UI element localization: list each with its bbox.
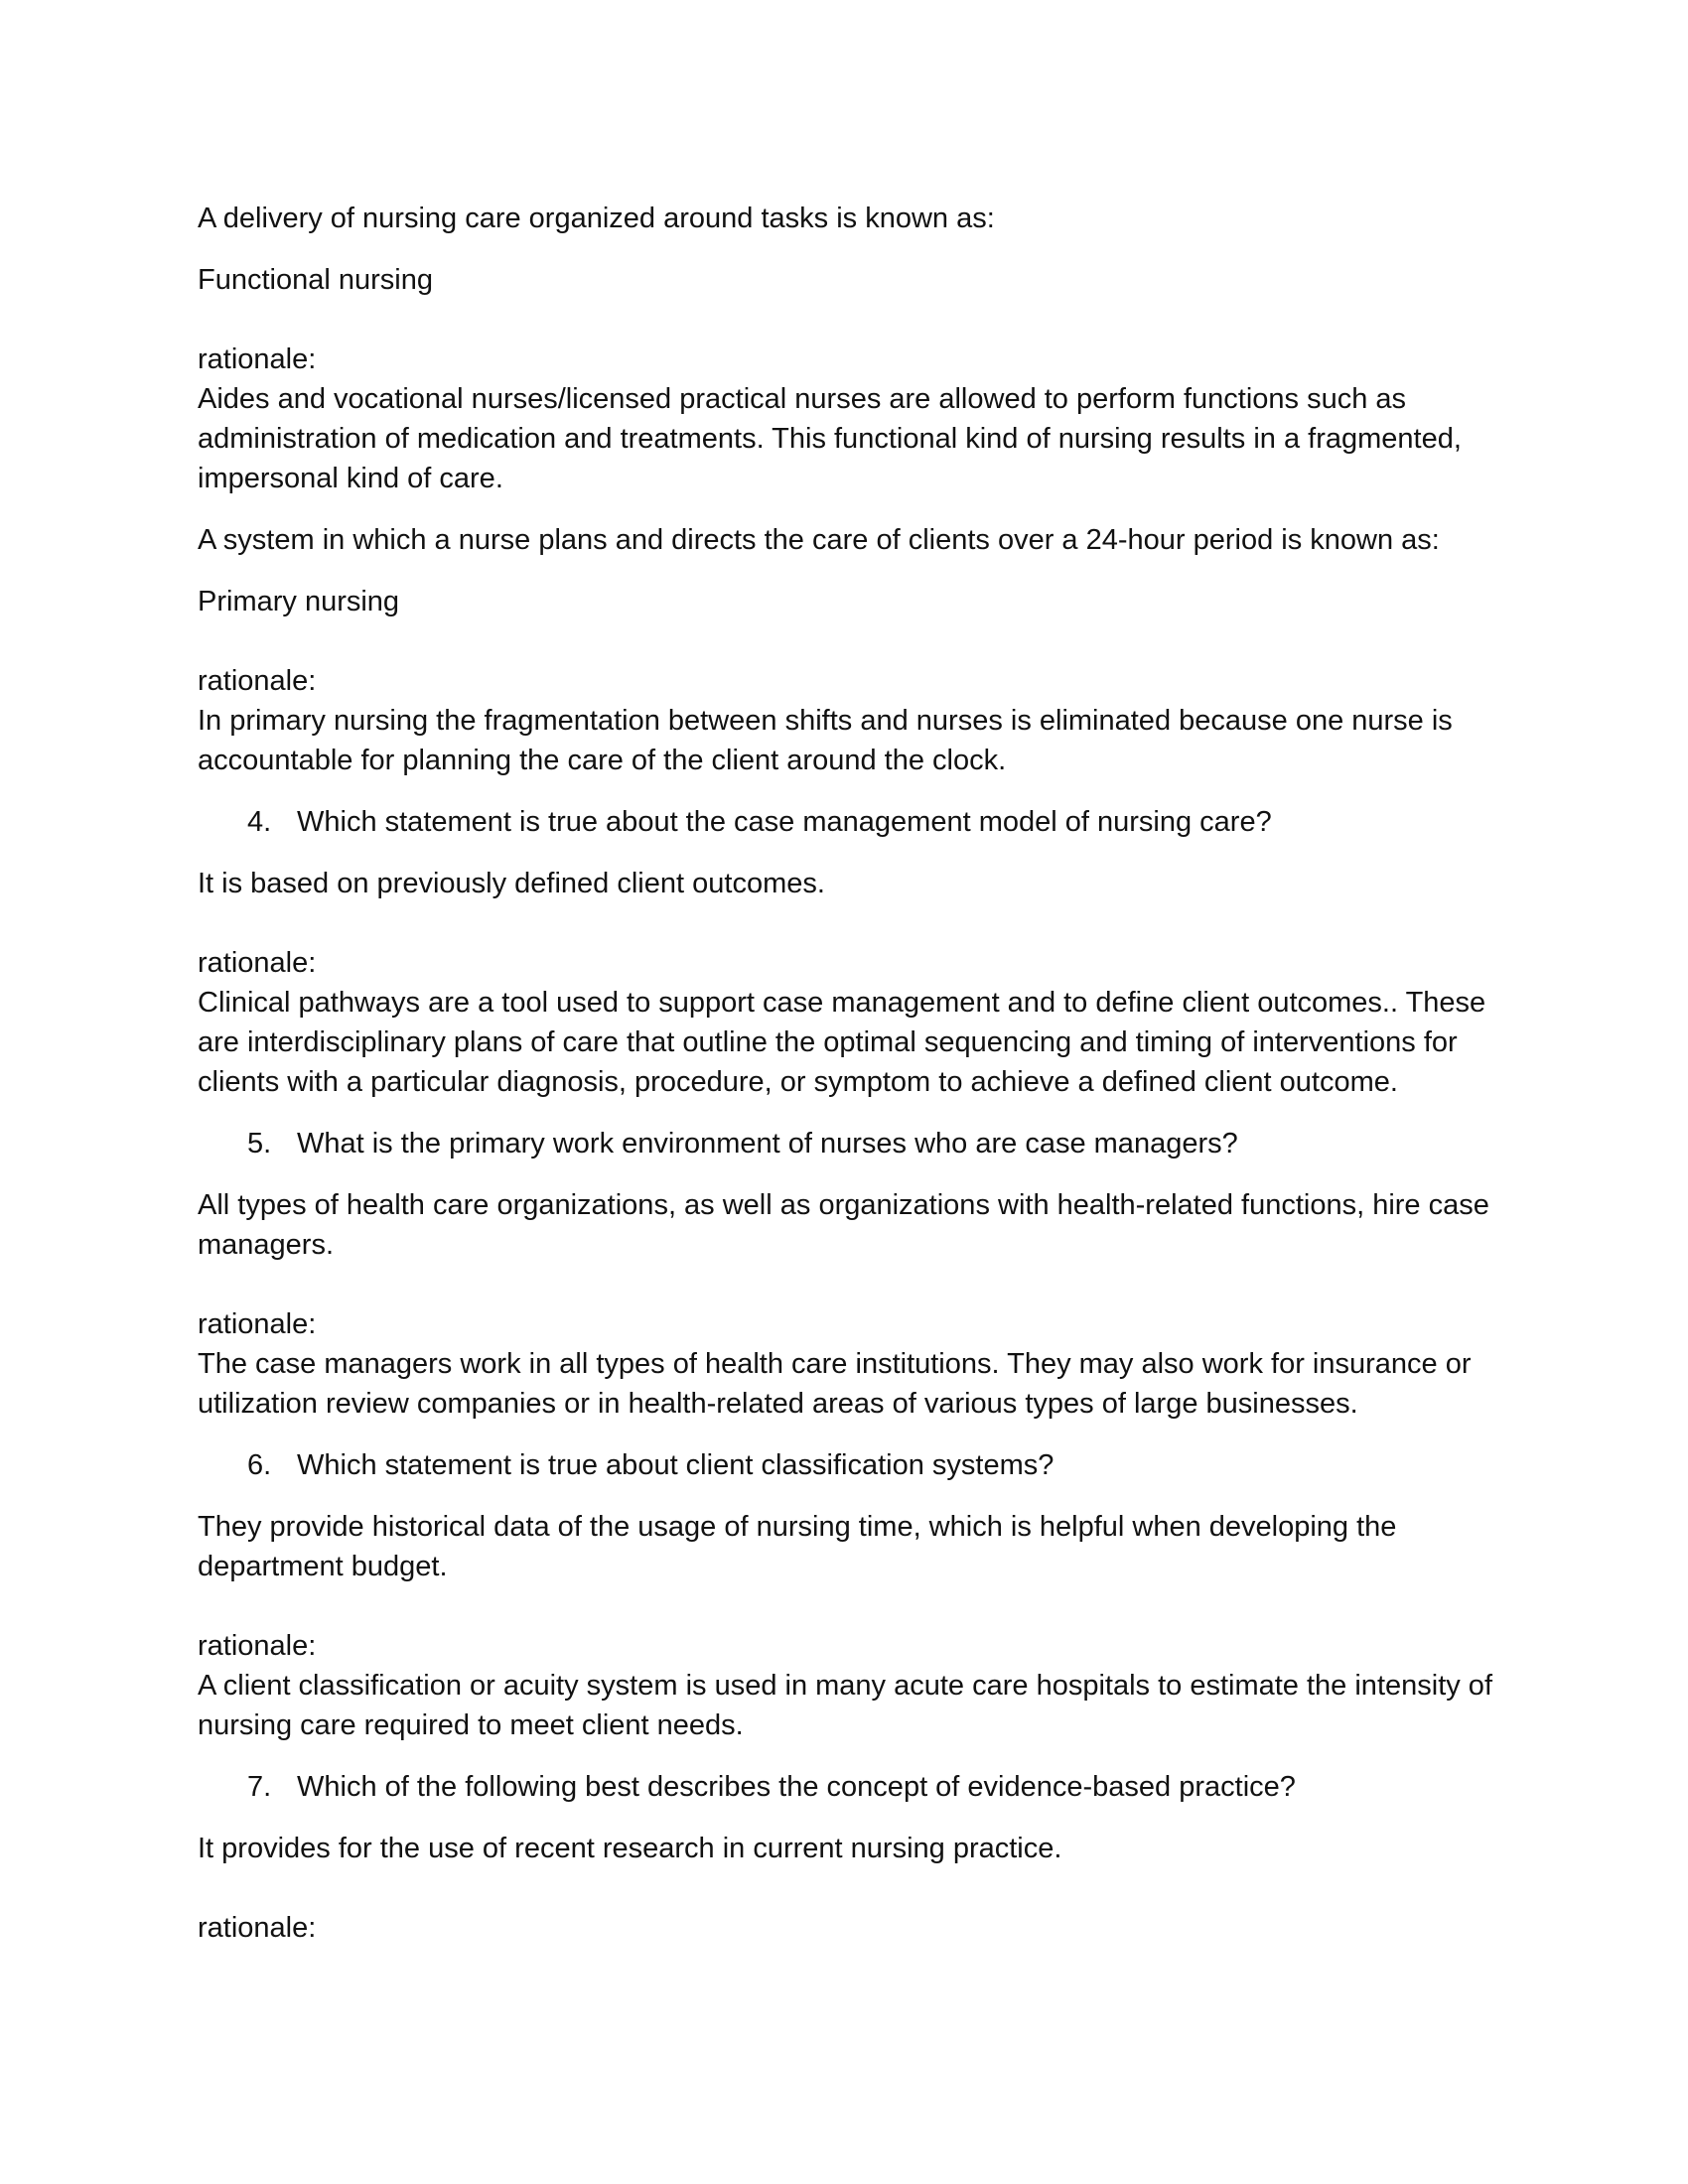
question-text: A system in which a nurse plans and directs the care of clients over a 24-hour period is known as: [198,524,1440,556]
answer-text: They provide historical data of the usage of nursing time, which is helpful when developing the department budget. [198,1511,1397,1582]
rationale-text: The case managers work in all types of health care institutions. They may also work for insurance or utilization review companies or in health-related areas of various types of large businesses. [198,1348,1472,1420]
numbered-question [198,1124,1498,1163]
question-text: A delivery of nursing care organized around tasks is known as: [198,203,995,234]
numbered-question [198,1445,1498,1485]
rationale-label: rationale: [198,1912,317,1944]
answer-text: It provides for the use of recent research in current nursing practice. [198,1833,1062,1864]
rationale-text: In primary nursing the fragmentation between shifts and nurses is eliminated because one nurse is accountable for planning the care of the client around the clock. [198,705,1453,776]
answer-text: All types of health care organizations, as well as organizations with health-related functions, hire case managers. [198,1189,1489,1261]
rationale-text: Clinical pathways are a tool used to support case management and to define client outcomes.. These are interdisciplinary plans of care that outline the optimal sequencing and timing of interventions for clients with a particular diagnosis, procedure, or symptom to achieve a defined client outcome. [198,987,1486,1098]
numbered-question [198,1767,1498,1807]
numbered-question [198,802,1498,842]
question-number: 5. [247,1128,272,1160]
rationale-text: A client classification or acuity system is used in many acute care hospitals to estimate the intensity of nursing care required to meet client needs. [198,1670,1492,1741]
rationale-label: rationale: [198,1308,317,1340]
question-number: 4. [247,806,272,838]
answer-text: Functional nursing [198,264,433,296]
rationale-label: rationale: [198,665,317,697]
question-text: What is the primary work environment of nurses who are case managers? [297,1128,1238,1160]
question-text: Which statement is true about client classification systems? [297,1449,1055,1481]
rationale-label: rationale: [198,947,317,979]
question-text: Which statement is true about the case management model of nursing care? [297,806,1272,838]
question-number: 6. [247,1449,272,1481]
question-text: Which of the following best describes the concept of evidence-based practice? [297,1771,1296,1803]
question-number: 7. [247,1771,272,1803]
answer-text: Primary nursing [198,586,400,617]
rationale-text: Aides and vocational nurses/licensed practical nurses are allowed to perform functions such as administration of medication and treatments. This functional kind of nursing results in a fragmented, impersonal kind of care. [198,383,1462,494]
document-page [198,199,1498,1948]
rationale-label: rationale: [198,343,317,375]
answer-text: It is based on previously defined client outcomes. [198,868,825,899]
rationale-label: rationale: [198,1630,317,1662]
